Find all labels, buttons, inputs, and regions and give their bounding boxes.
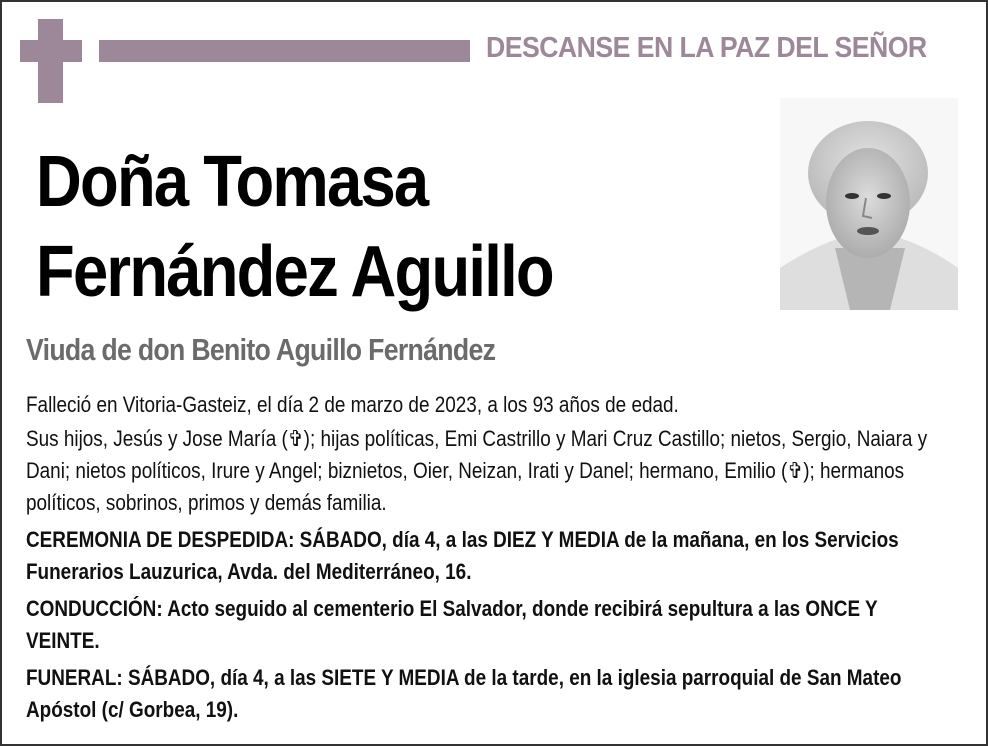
death-notice: Falleció en Vitoria-Gasteiz, el día 2 de marzo de 2023, a los 93 años de edad. — [26, 392, 679, 417]
deceased-name — [36, 137, 553, 317]
name-line-1: Doña Tomasa — [36, 142, 428, 222]
portrait-photo — [780, 98, 958, 310]
subtitle-widow-of: Viuda de don Benito Aguillo Fernández — [26, 332, 496, 367]
funeral-info: FUNERAL: SÁBADO, día 4, a las SIETE Y MEDIA de la tarde, en la iglesia parroquial de San Mateo Apóstol (c/ Gorbea, 19). — [26, 665, 902, 722]
ceremony-info: CEREMONIA DE DESPEDIDA: SÁBADO, día 4, a las DIEZ Y MEDIA de la mañana, en los Servicios Funerarios Lauzurica, Avda. del Mediterráneo, 16. — [26, 527, 899, 584]
name-line-2: Fernández Aguillo — [36, 232, 553, 312]
obituary-body — [26, 389, 938, 731]
cross-icon-arm — [20, 40, 82, 62]
family-list: Sus hijos, Jesús y Jose María (✞); hijas políticas, Emi Castrillo y Mari Cruz Castillo; nietos, Sergio, Naiara y Dani; nietos políticos, Irure y Angel; biznietos, Oier, Neizan, Irati y Danel; hermano, Emilio (✞); hermanos políticos, sobrinos, primos y demás familia. — [26, 426, 928, 515]
header-title: DESCANSE EN LA PAZ DEL SEÑOR — [486, 32, 927, 64]
header-rule — [99, 40, 470, 62]
procession-info: CONDUCCIÓN: Acto seguido al cementerio El Salvador, donde recibirá sepultura a las ONCE Y VEINTE. — [26, 596, 878, 653]
